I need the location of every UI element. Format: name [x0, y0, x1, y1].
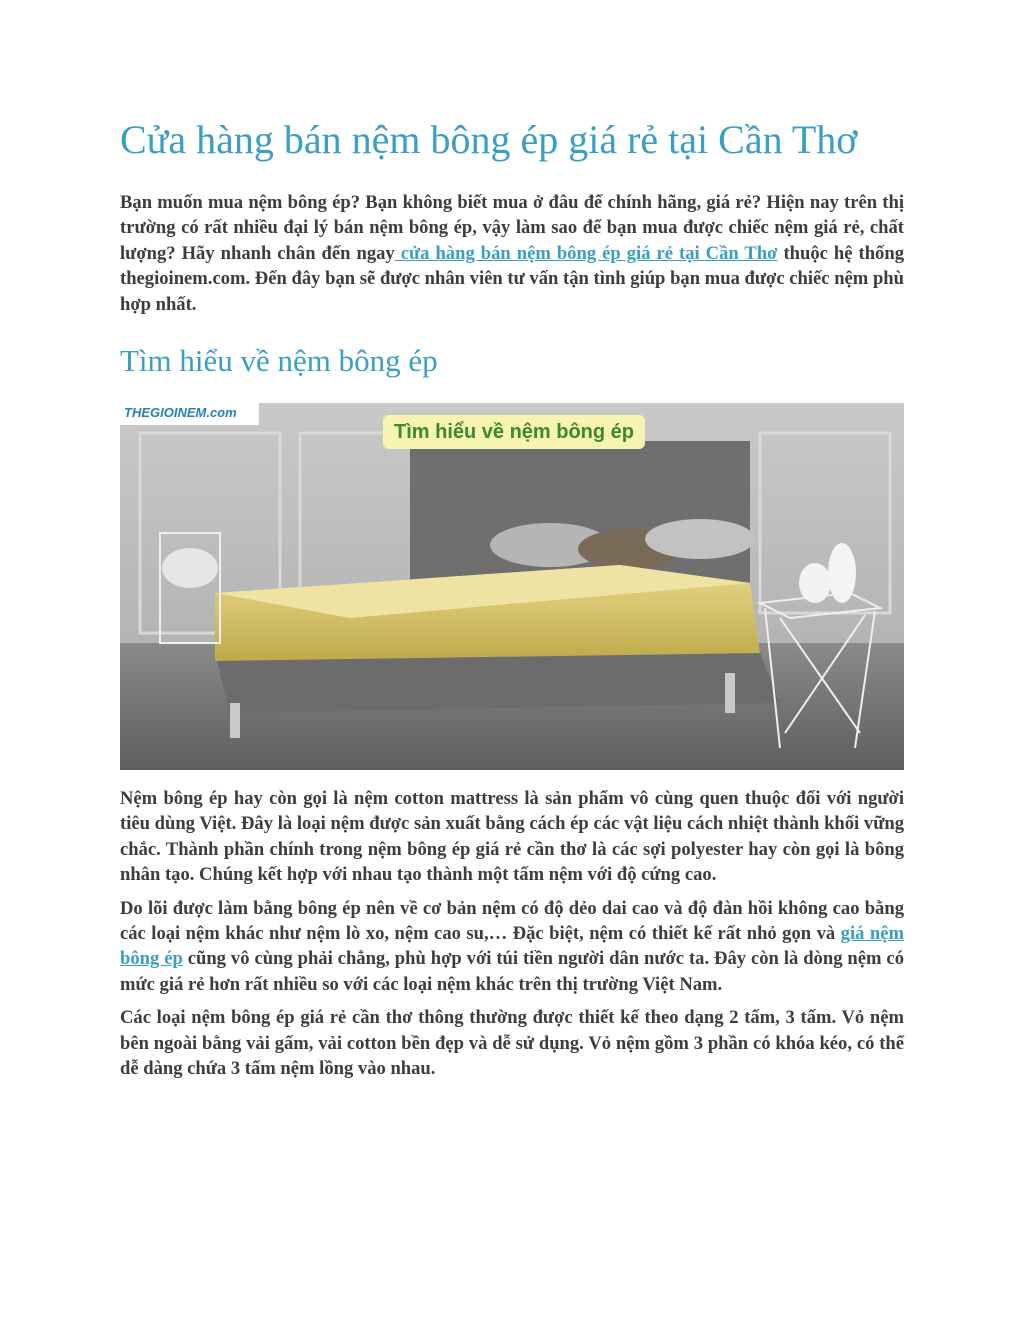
mattress-photo	[120, 403, 904, 770]
page-title: Cửa hàng bán nệm bông ép giá rẻ tại Cần Thơ	[120, 117, 858, 162]
paragraph-2	[120, 896, 904, 998]
store-link[interactable]: cửa hàng bán nệm bông ép giá rẻ tại Cần Thơ	[394, 242, 778, 264]
intro-text-before: Bạn muốn mua nệm bông ép? Bạn không biết mua ở đâu để chính hãng, giá rẻ? Hiện nay trên thị trường có rất nhiều đại lý bán nệm bông ép, vậy làm sao để bạn mua được chiếc nệm giá rẻ, chất lượng? Hãy nhanh chân đến ngay	[120, 192, 904, 264]
paragraph-2-after: cũng vô cùng phải chẳng, phù hợp với túi tiền người dân nước ta. Đây còn là dòng nệm có mức giá rẻ hơn rất nhiều so với các loại nệm khác trên thị trường Việt Nam.	[120, 948, 904, 995]
document-page	[120, 118, 904, 1082]
paragraph-1: Nệm bông ép hay còn gọi là nệm cotton mattress là sản phẩm vô cùng quen thuộc đối với người tiêu dùng Việt. Đây là loại nệm được sản xuất bằng cách ép các vật liệu cách nhiệt thành khối vững chắc. Thành phần chính trong nệm bông ép giá rẻ cần thơ là các sợi polyester hay còn gọi là bông nhân tạo. Chúng kết hợp với nhau tạo thành một tấm nệm với độ cứng cao.	[120, 788, 904, 886]
price-link[interactable]: giá nệm bông ép	[120, 923, 904, 970]
bedroom-illustration	[120, 403, 904, 770]
paragraph-2-before: Do lõi được làm bằng bông ép nên về cơ bản nệm có độ dẻo dai cao và độ đàn hồi không cao bằng các loại nệm khác như nệm lò xo, nệm cao su,… Đặc biệt, nệm có thiết kế rất nhỏ gọn và	[120, 897, 904, 945]
paragraph-3: Các loại nệm bông ép giá rẻ cần thơ thông thường được thiết kế theo dạng 2 tấm, 3 tấm. Vỏ nệm bên ngoài bằng vải gấm, vải cotton bền đẹp và dễ sử dụng. Vỏ nệm gồm 3 phần có khóa kéo, có thể dễ dàng chứa 3 tấm nệm lồng vào nhau.	[120, 1007, 904, 1080]
section-heading: Tìm hiểu về nệm bông ép	[120, 343, 438, 379]
intro-text-after: thuộc hệ thống thegioinem.com. Đến đây bạn sẽ được nhân viên tư vấn tận tình giúp bạn mua được chiếc nệm phù hợp nhất.	[120, 242, 904, 315]
image-banner: Tìm hiểu về nệm bông ép	[383, 415, 645, 449]
intro-paragraph	[120, 190, 904, 317]
thegioinem-logo: THEGIOINEM.com	[120, 403, 259, 425]
